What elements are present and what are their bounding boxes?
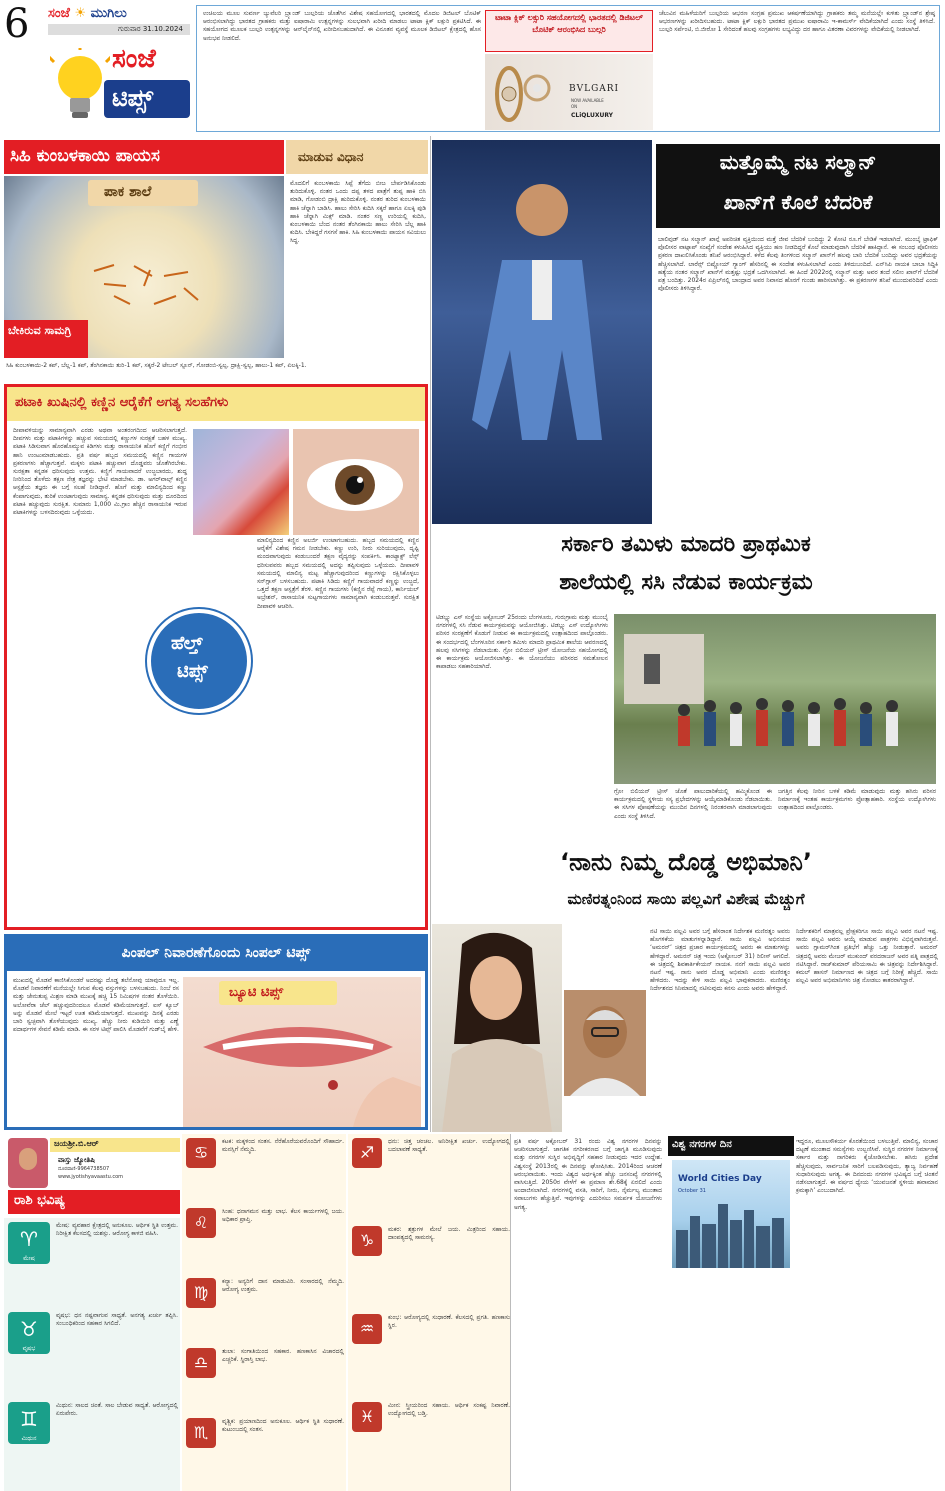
- bvlgari-ad: [485, 54, 653, 130]
- zodiac-symbol: ♑: [359, 1231, 375, 1250]
- mani-ratnam-photo: [564, 990, 646, 1096]
- pimple-section: [4, 934, 428, 1130]
- eye-care-col2-body: ಮಾಲಿನ್ಯದಿಂದ ಕಣ್ಣಿನ ಅಲರ್ಜಿ ಉಂಟಾಗಬಹುದು. ಹಬ್ಬದ ಸಮಯದಲ್ಲಿ ಕಣ್ಣಿನ ಆರೈಕೆಗೆ ವಿಶೇಷ ಗಮನ ನೀಡಬೇಕು. ಕಣ್ಣು ಉರಿ, ನೀರು ಸುರಿಯುವುದು, ದೃಷ್ಟಿ ಮಂದವಾಗುವುದು ಕಂಡುಬಂದರೆ ತಕ್ಷಣ ವೈದ್ಯರನ್ನು ಸಂಪರ್ಕಿಸಿ. ಕಾಂಟ್ಯಾಕ್ಟ್ ಲೆನ್ಸ್ ಧರಿಸುವವರು ಹಬ್ಬದ ಸಮಯದಲ್ಲಿ ಅದನ್ನು ತಪ್ಪಿಸುವುದು ಒಳ್ಳೆಯದು. ದೀಪಾವಳಿ ಸಮಯದಲ್ಲಿ ಮಾಲಿನ್ಯ ಮಟ್ಟ ಹೆಚ್ಚಾಗುವುದರಿಂದ ಕಣ್ಣುಗಳನ್ನು ರಕ್ಷಿಸಿಕೊಳ್ಳಲು ಸನ್‌ಗ್ಲಾಸ್ ಬಳಸಬಹುದು. ಪಟಾಕಿ ಸಿಡಿದು ಕಣ್ಣಿಗೆ ಗಾಯವಾದರೆ ಕಣ್ಣನ್ನು ಉಜ್ಜದೆ, ಒತ್ತದೆ ತಕ್ಷಣ ಆಸ್ಪತ್ರೆಗೆ ತೆರಳಿ. ಕಣ್ಣಿನ ಗಾಯಗಳು (ಕಣ್ಣಿನ ರೆಪ್ಪೆ ಗಾಯ), ಕಾರ್ನಿಯಲ್ ಅಬ್ರೇಶನ್, ರಾಸಾಯನಿಕ ಸುಟ್ಟಗಾಯಗಳು ಸಾಮಾನ್ಯವಾಗಿ ಕಂಡುಬರುತ್ತವೆ. ಸುರಕ್ಷಿತ ದೀಪಾವಳಿ ಆಚರಿಸಿ.: [257, 537, 419, 610]
- salman-body: ಬಾಲಿವುಡ್ ನಟ ಸಲ್ಮಾನ್ ಖಾನ್ಗೆ ಅಪರಿಚಿತ ವ್ಯಕ್ತಿಯಿಂದ ಮತ್ತೆ ಜೀವ ಬೆದರಿಕೆ ಬಂದಿದ್ದು 2 ಕೋಟಿ ರೂ.ಗೆ ಬೇಡಿಕೆ ಇಡಲಾಗಿದೆ. ಮುಂಬೈ ಟ್ರಾಫಿಕ್ ಪೊಲೀಸರ ವಾಟ್ಸಾಪ್ ಸಂಖ್ಯೆಗೆ ಸಂದೇಶ ಕಳುಹಿಸಿದ ವ್ಯಕ್ತಿಯು ಹಣ ನೀಡದಿದ್ದರೆ ಕೊಲೆ ಮಾಡುವುದಾಗಿ ಬೆದರಿಕೆ ಹಾಕಿದ್ದಾನೆ. ಈ ಸಂಬಂಧ ಪೊಲೀಸರು ಪ್ರಕರಣ ದಾಖಲಿಸಿಕೊಂಡು ತನಿಖೆ ಆರಂಭಿಸಿದ್ದಾರೆ. ಕಳೆದ ಕೆಲವು ತಿಂಗಳಿಂದ ಸಲ್ಮಾನ್ ಖಾನ್‌ಗೆ ಹಲವು ಬಾರಿ ಬೆದರಿಕೆ ಬಂದಿದ್ದು ಅವರ ಭದ್ರತೆಯನ್ನು ಹೆಚ್ಚಿಸಲಾಗಿದೆ. ಲಾರೆನ್ಸ್ ಬಿಷ್ಣೋಯ್ ಗ್ಯಾಂಗ್ ಹೆಸರಿನಲ್ಲಿ ಈ ಸಂದೇಶ ಕಳುಹಿಸಲಾಗಿದೆ ಎಂದು ತಿಳಿದುಬಂದಿದೆ. ಎನ್‌ಸಿಪಿ ನಾಯಕ ಬಾಬಾ ಸಿದ್ದಿಕಿ ಹತ್ಯೆಯ ನಂತರ ಸಲ್ಮಾನ್ ಖಾನ್‌ಗೆ ಮತ್ತಷ್ಟು ಭದ್ರತೆ ಒದಗಿಸಲಾಗಿದೆ. ಈ ಹಿಂದೆ 2022ರಲ್ಲಿ ಸಲ್ಮಾನ್ ಮತ್ತು ಅವರ ತಂದೆ ಸಲೀಂ ಖಾನ್‌ಗೆ ಬೆದರಿಕೆ ಪತ್ರ ಬಂದಿತ್ತು. 2024ರ ಏಪ್ರಿಲ್‌ನಲ್ಲಿ ಬಾಂದ್ರಾದ ಅವರ ನಿವಾಸದ ಹೊರಗೆ ಗುಂಡು ಹಾರಿಸಲಾಗಿತ್ತು. ಈ ಪ್ರಕರಣಗಳ ತನಿಖೆ ಮುಂದುವರಿದಿದೆ ಎಂದು ಪೊಲೀಸರು ತಿಳಿಸಿದ್ದಾರೆ.: [658, 236, 938, 293]
- salman-headline-1: ಮತ್ತೊಮ್ಮೆ ನಟ ಸಲ್ಮಾನ್: [719, 150, 877, 174]
- eye-image: [293, 429, 419, 535]
- school-section: [432, 526, 940, 838]
- eye-care-col1-body: ದೀಪಾವಳಿಯನ್ನು ಸಾಮಾನ್ಯವಾಗಿ ಎರಡು ಅಥವಾ ಅಂತರಂಗದಿಂದ ಆಚರಿಸಲಾಗುತ್ತದೆ. ದೀಪಗಳು ಮತ್ತು ಪಟಾಕಿಗಳನ್ನು ಹಚ್ಚುವ ಸಮಯದಲ್ಲಿ ಕಣ್ಣುಗಳ ಸುರಕ್ಷತೆ ಬಹಳ ಮುಖ್ಯ. ಪಟಾಕಿ ಸಿಡಿಸುವಾಗ ಹೊರಹೊಮ್ಮುವ ಕಿಡಿಗಳು ಮತ್ತು ರಾಸಾಯನಿಕ ಹೊಗೆ ಕಣ್ಣಿಗೆ ಗಂಭೀರ ಹಾನಿ ಉಂಟುಮಾಡಬಹುದು. ಪ್ರತಿ ವರ್ಷ ಹಬ್ಬದ ಸಮಯದಲ್ಲಿ ಕಣ್ಣಿನ ಗಾಯಗಳ ಪ್ರಕರಣಗಳು ಹೆಚ್ಚಾಗುತ್ತವೆ. ಮಕ್ಕಳು ಪಟಾಕಿ ಹಚ್ಚುವಾಗ ದೊಡ್ಡವರು ಜೊತೆಗಿರಬೇಕು. ಸುರಕ್ಷತಾ ಕನ್ನಡಕ ಧರಿಸುವುದು ಉತ್ತಮ. ಕಣ್ಣಿಗೆ ಗಾಯವಾದರೆ ಉಜ್ಜಬಾರದು, ಶುದ್ಧ ನೀರಿನಿಂದ ತೊಳೆದು ತಕ್ಷಣ ನೇತ್ರ ತಜ್ಞರನ್ನು ಭೇಟಿ ಮಾಡಬೇಕು. ಡಾ. ಅಗರ್‌ವಾಲ್ಸ್ ಕಣ್ಣಿನ ಆಸ್ಪತ್ರೆಯ ತಜ್ಞರು ಈ ಬಗ್ಗೆ ಸಲಹೆ ನೀಡಿದ್ದಾರೆ. ಹೊಗೆ ಮತ್ತು ಮಾಲಿನ್ಯದಿಂದ ಕಣ್ಣು ಕೆಂಪಾಗುವುದು, ತುರಿಕೆ ಉಂಟಾಗುವುದು ಸಾಮಾನ್ಯ. ಕನ್ನಡಕ ಧರಿಸುವುದು ಮತ್ತು ದೂರದಿಂದ ಪಟಾಕಿ ಹಚ್ಚುವುದು ಸುರಕ್ಷಿತ. ಸುಮಾರು 1,000 ಮಿ.ಗ್ರಾಂ ಹೆಚ್ಚಿನ ರಾಸಾಯನಿಕ ಇರುವ ಪಟಾಕಿಗಳನ್ನು ಬಳಸದಿರುವುದು ಒಳ್ಳೆಯದು.: [13, 427, 187, 517]
- cities-day-section: [512, 1134, 940, 1491]
- zodiac-symbol: ♐: [359, 1143, 375, 1162]
- astrologer-avatar: [8, 1138, 48, 1188]
- school-headline-2: ಶಾಲೆಯಲ್ಲಿ ಸಸಿ ನೆಡುವ ಕಾರ್ಯಕ್ರಮ: [559, 570, 813, 595]
- cities-body-1: ಪ್ರತಿ ವರ್ಷ ಅಕ್ಟೋಬರ್ 31 ರಂದು ವಿಶ್ವ ನಗರಗಳ ದಿನವನ್ನು ಆಚರಿಸಲಾಗುತ್ತದೆ. ಜಾಗತಿಕ ನಗರೀಕರಣದ ಬಗ್ಗೆ ಜಾಗೃತಿ ಮೂಡಿಸುವುದು ಮತ್ತು ನಗರಗಳ ಸುಸ್ಥಿರ ಅಭಿವೃದ್ಧಿಗೆ ಸಹಕಾರ ನೀಡುವುದು ಇದರ ಉದ್ದೇಶ. ವಿಶ್ವಸಂಸ್ಥೆ 2013ರಲ್ಲಿ ಈ ದಿನವನ್ನು ಘೋಷಿಸಿತು. 2014ರಿಂದ ಆಚರಣೆ ಆರಂಭವಾಯಿತು. ಇಂದು ವಿಶ್ವದ ಅರ್ಧಕ್ಕಿಂತ ಹೆಚ್ಚು ಜನಸಂಖ್ಯೆ ನಗರಗಳಲ್ಲಿ ವಾಸಿಸುತ್ತಿದೆ. 2050ರ ವೇಳೆಗೆ ಈ ಪ್ರಮಾಣ ಶೇ.68ಕ್ಕೆ ಏರಲಿದೆ ಎಂದು ಅಂದಾಜಿಸಲಾಗಿದೆ. ನಗರಗಳಲ್ಲಿ ವಸತಿ, ಸಾರಿಗೆ, ನೀರು, ನೈರ್ಮಲ್ಯ ಮುಂತಾದ ಸವಾಲುಗಳು ಹೆಚ್ಚುತ್ತಿವೆ. ಇವುಗಳನ್ನು ಎದುರಿಸಲು ಸಮರ್ಪಕ ಯೋಜನೆಗಳು ಅಗತ್ಯ.: [514, 1138, 662, 1211]
- bulb-icon: [50, 48, 110, 128]
- zodiac-text: ಕಟಕ: ಮಕ್ಕಳಿಂದ ಸಂತಸ. ನೆರೆಹೊರೆಯವರೊಂದಿಗೆ ಸೌಹಾರ್ದ. ಮನಸ್ಸಿಗೆ ನೆಮ್ಮದಿ.: [222, 1138, 344, 1154]
- group-people: [614, 614, 936, 784]
- zodiac-5-icon: [186, 1278, 216, 1308]
- astrologer-name: ಜಯಶ್ರೀ.ಬಿ.ಆರ್: [54, 1139, 99, 1148]
- kitchen-label: ಪಾಕ ಶಾಲೆ: [104, 184, 152, 200]
- paper-name: [48, 6, 127, 21]
- section-title-1: ಸಂಜೆ: [112, 44, 156, 74]
- payasa-section: [4, 140, 428, 382]
- astrologer-title: ವಾಸ್ತು ಜ್ಯೋತಿಷಿ: [58, 1156, 95, 1164]
- sai-pallavi-section: [432, 840, 940, 1132]
- zodiac-symbol: ♏: [193, 1423, 209, 1442]
- top-story-headline: ಟಾಟಾ ಕ್ಲಿಕ್ ಲಕ್ಸುರಿ ಸಹಯೋಗದಲ್ಲಿ ಭಾರತದಲ್ಲಿ ಡಿಜಿಟಲ್ ಬೊಟಿಕ್ ಆರಂಭಿಸಿದ ಬುಲ್ಗರಿ: [495, 13, 643, 34]
- zodiac-text: ಮಕರ: ಶತ್ರುಗಳ ಮೇಲೆ ಜಯ. ಮಿತ್ರರಿಂದ ಸಹಾಯ. ದಾಂಪತ್ಯದಲ್ಲಿ ಸಾಮರಸ್ಯ.: [388, 1226, 510, 1242]
- zodiac-symbol: ♍: [193, 1283, 209, 1302]
- zodiac-text: ಸಿಂಹ: ಧನಾಗಮನ ಮತ್ತು ಲಾಭ. ಕೆಲಸ ಕಾರ್ಯಗಳಲ್ಲಿ ಜಯ. ಅಧಿಕಾರ ಪ್ರಾಪ್ತಿ.: [222, 1208, 344, 1224]
- top-story-left-body: ಉಚಿಲಯ ಮೂಲ ಸುವರ್ಣ ಜ್ಯುವೆಲರಿ ಬ್ರ್ಯಾಂಡ್ ಬುಲ್ಗರಿಯ ಜೊತೆಗಿನ ವಿಶೇಷ ಸಹಯೋಗದಲ್ಲಿ ಭಾರತದಲ್ಲಿ ಮೊದಲ ಡಿಜಿಟಲ್ ಬೊಟಿಕ್ ಆರಂಭಿಸಲಾಗಿದ್ದು ಭಾರತದ ಗ್ರಾಹಕರು ಮತ್ತು ಐಷಾರಾಮಿ ಉತ್ಪನ್ನಗಳನ್ನು ಸುಲಭವಾಗಿ ಖರೀದಿ ಮಾಡಲು ಟಾಟಾ ಕ್ಲಿಕ್ ಲಕ್ಸುರಿ ಪ್ರಕಟಿಸಿದೆ. ಈ ಸಹಯೋಗದ ಮೂಲಕ ಬುಲ್ಗರಿ ಉತ್ಪನ್ನಗಳನ್ನು ಆನ್‌ಲೈನ್‌ನಲ್ಲಿ ಖರೀದಿಸಬಹುದಾಗಿದೆ. ಈ ವಿನೂತನ ವ್ಯವಸ್ಥೆ ಮೂಲಕ ಡಿಜಿಟಲ್ ಕ್ಷೇತ್ರದಲ್ಲಿ ಹೊಸ ಅನುಭವ ನೀಡಲಿದೆ.: [203, 10, 481, 42]
- zodiac-4-icon: [186, 1208, 216, 1238]
- zodiac-6-icon: [186, 1348, 216, 1378]
- zodiac-1-icon: [8, 1312, 50, 1354]
- poster-title: World Cities Day: [678, 1174, 762, 1184]
- cities-body-2: ಇದ್ದರೂ, ಮೂಲಸೌಕರ್ಯ ಕೊರತೆಯಿಂದ ಬಳಲುತ್ತಿವೆ. ಮಾಲಿನ್ಯ, ಸಂಚಾರ ದಟ್ಟಣೆ ಮುಂತಾದ ಸಮಸ್ಯೆಗಳು ಉಲ್ಬಣಿಸಿವೆ. ಸುಸ್ಥಿರ ನಗರಗಳ ನಿರ್ಮಾಣಕ್ಕೆ ಸರ್ಕಾರ ಮತ್ತು ನಾಗರಿಕರು ಕೈಜೋಡಿಸಬೇಕು. ಹಸಿರು ಪ್ರದೇಶ ಹೆಚ್ಚಿಸುವುದು, ಸಾರ್ವಜನಿಕ ಸಾರಿಗೆ ಬಲಪಡಿಸುವುದು, ತ್ಯಾಜ್ಯ ನಿರ್ವಹಣೆ ಸುಧಾರಿಸುವುದು ಅಗತ್ಯ. ಈ ದಿನದಂದು ನಗರಗಳ ಭವಿಷ್ಯದ ಬಗ್ಗೆ ಚಿಂತನೆ ನಡೆಸಲಾಗುತ್ತದೆ. ಈ ವರ್ಷದ ಧ್ಯೇಯ ‘ಯುವಜನತೆ ಸ್ಥಳೀಯ ಹವಾಮಾನ ಕ್ರಮಕ್ಕಾಗಿ’ ಎಂಬುದಾಗಿದೆ.: [796, 1138, 938, 1195]
- masthead: [0, 0, 195, 132]
- page-number: 6: [4, 1, 30, 47]
- zodiac-9-icon: [352, 1226, 382, 1256]
- salman-photo: [432, 140, 652, 524]
- pimple-body: ಮುಖದಲ್ಲಿ ಮೊಡವೆ ಕಾಣಿಸಿಕೊಂಡರೆ ಅದರಷ್ಟು ದೊಡ್ಡ ತಲೆನೋವು ಯಾವುದೂ ಇಲ್ಲ. ಮೊಡವೆ ನಿವಾರಣೆಗೆ ಮನೆಯಲ್ಲೇ ಸಿಗುವ ಕೆಲವು ವಸ್ತುಗಳನ್ನು ಬಳಸಬಹುದು. ನಿಂಬೆ ರಸ ಮತ್ತು ಜೇನುತುಪ್ಪ ಮಿಶ್ರಣ ಮಾಡಿ ಮುಖಕ್ಕೆ ಹಚ್ಚಿ 15 ನಿಮಿಷಗಳ ನಂತರ ತೊಳೆಯಿರಿ. ಅಲೋವೆರಾ ಜೆಲ್ ಹಚ್ಚುವುದರಿಂದಲೂ ಮೊಡವೆ ಕಡಿಮೆಯಾಗುತ್ತದೆ. ಐಸ್ ಕ್ಯೂಬ್ ಅನ್ನು ಮೊಡವೆ ಮೇಲೆ ಇಟ್ಟರೆ ಊತ ಕಡಿಮೆಯಾಗುತ್ತದೆ. ಮುಖವನ್ನು ದಿನಕ್ಕೆ ಎರಡು ಬಾರಿ ಸ್ವಚ್ಛವಾಗಿ ತೊಳೆಯುವುದು ಮುಖ್ಯ. ಹೆಚ್ಚು ನೀರು ಕುಡಿಯಿರಿ ಮತ್ತು ಎಣ್ಣೆ ಪದಾರ್ಥಗಳ ಸೇವನೆ ಕಡಿಮೆ ಮಾಡಿ. ಈ ಸರಳ ಟಿಪ್ಸ್ ಪಾಲಿಸಿ ಮೊಡವೆಗೆ ಗುಡ್‌ಬೈ ಹೇಳಿ.: [13, 977, 179, 1034]
- zodiac-11-icon: [352, 1402, 382, 1432]
- fireworks-photo: [193, 429, 289, 535]
- paper-name-part-2: ಮುಗಿಲು: [90, 6, 127, 21]
- paper-name-part-1: ಸಂಜೆ: [48, 6, 70, 21]
- top-story-box: [196, 5, 940, 132]
- zodiac-text: ಮೀನ: ಸ್ತ್ರೀಯರಿಂದ ಸಹಾಯ. ಆರ್ಥಿಕ ಸಂಕಷ್ಟ ನಿವಾರಣೆ. ಉದ್ಯೋಗದಲ್ಲಿ ಬಡ್ತಿ.: [388, 1402, 510, 1418]
- column-rule: [510, 1134, 511, 1491]
- zodiac-text: ಧನು: ಚಿತ್ತ ಚಂಚಲ. ಅನಿರೀಕ್ಷಿತ ಖರ್ಚು. ಉದ್ಯೋಗದಲ್ಲಿ ಬದಲಾವಣೆ ಸಾಧ್ಯತೆ.: [388, 1138, 510, 1154]
- astrologer-web: www.jyotishyavaastu.com: [58, 1174, 124, 1180]
- sai-col1-body: ನಟಿ ಸಾಯಿ ಪಲ್ಲವಿ ಅವರ ಬಗ್ಗೆ ಹೆಸರಾಂತ ನಿರ್ದೇಶಕ ಮಣಿರತ್ನಂ ಅವರು ಹೊಗಳಿಕೆಯ ಮಾತುಗಳನ್ನಾಡಿದ್ದಾರೆ. ಸಾಯಿ ಪಲ್ಲವಿ ಅಭಿನಯದ ‘ಅಮರನ್’ ಚಿತ್ರದ ಪ್ರಚಾರ ಕಾರ್ಯಕ್ರಮದಲ್ಲಿ ಅವರು ಈ ಮಾತುಗಳನ್ನು ಹೇಳಿದ್ದಾರೆ. ಅಮರನ್ ಚಿತ್ರ ಇಂದು (ಅಕ್ಟೋಬರ್ 31) ರಿಲೀಸ್ ಆಗಲಿದೆ. ಈ ಚಿತ್ರದಲ್ಲಿ ಶಿವಕಾರ್ತಿಕೇಯನ್ ನಾಯಕ. ನನಗೆ ಸಾಯಿ ಪಲ್ಲವಿ ಅವರ ನಟನೆ ಇಷ್ಟ. ನಾನು ಅವರ ದೊಡ್ಡ ಅಭಿಮಾನಿ ಎಂದು ಮಣಿರತ್ನಂ ಹೇಳಿದರು. ಇದನ್ನು ಕೇಳಿ ಸಾಯಿ ಪಲ್ಲವಿ ಭಾವುಕರಾದರು. ಮಣಿರತ್ನಂ ನಿರ್ದೇಶನದ ಸಿನಿಮಾದಲ್ಲಿ ನಟಿಸುವುದು ಕನಸು ಎಂದು ಅವರು ಹೇಳಿದ್ದಾರೆ.: [650, 928, 790, 993]
- pimple-headline: ಪಿಂಪಲ್ ನಿವಾರಣೆಗೊಂದು ಸಿಂಪಲ್ ಟಿಪ್ಸ್: [121, 945, 311, 961]
- zodiac-7-icon: [186, 1418, 216, 1448]
- zodiac-10-icon: [352, 1314, 382, 1344]
- section-title-2: ಟಿಪ್ಸ್: [112, 84, 154, 112]
- zodiac-text: ಮೇಷ: ವ್ಯವಹಾರ ಕ್ಷೇತ್ರದಲ್ಲಿ ಅನುಕೂಲ. ಆರ್ಥಿಕ ಸ್ಥಿತಿ ಉತ್ತಮ. ನಿರೀಕ್ಷಿತ ಕೆಲಸದಲ್ಲಿ ಯಶಸ್ಸು. ಆರೋಗ್ಯ ಕಾಳಜಿ ವಹಿಸಿ.: [56, 1222, 178, 1238]
- zodiac-0-icon: [8, 1222, 50, 1264]
- zodiac-text: ವೃಷಭ: ಧನ ನಷ್ಟವಾಗುವ ಸಾಧ್ಯತೆ. ಅನಗತ್ಯ ಖರ್ಚು ತಪ್ಪಿಸಿ. ಸಂಬಂಧಿಕರಿಂದ ಸಹಕಾರ ಸಿಗಲಿದೆ.: [56, 1312, 178, 1328]
- director-figure: [564, 990, 646, 1096]
- zodiac-symbol: ♋: [193, 1143, 209, 1162]
- school-col2-body: ಗ್ರೋ ಬಿಲಿಯನ್ ಟ್ರೀಸ್ ಜೊತೆ ಪಾಲುದಾರಿಕೆಯಲ್ಲಿ ಹಮ್ಮಿಕೊಂಡ ಈ ಕಾರ್ಯಕ್ರಮದಲ್ಲಿ ಸ್ಥಳೀಯ ಸಸ್ಯ ಪ್ರಭೇದಗಳನ್ನು ಆಯ್ಕೆಮಾಡಿಕೊಂಡು ನೆಡಲಾಯಿತು. ಈ ಸಸಿಗಳ ಪೋಷಣೆಯನ್ನು ಮುಂದಿನ ದಿನಗಳಲ್ಲಿ ನಿರಂತರವಾಗಿ ಮಾಡಲಾಗುವುದು ಎಂದು ಸಂಸ್ಥೆ ತಿಳಿಸಿದೆ.: [614, 788, 772, 820]
- avatar-face: [19, 1148, 37, 1170]
- school-col1-body: ಟಿಡಬ್ಲ್ಯು ಎಸ್ ಸಂಸ್ಥೆಯ ಅಕ್ಟೋಬರ್ 25ರಂದು ಬೆಂಗಳೂರು, ಗುರುಗ್ರಾಮ ಮತ್ತು ಮುಂಬೈ ನಗರಗಳಲ್ಲಿ ಸಸಿ ನೆಡುವ ಕಾರ್ಯಕ್ರಮವನ್ನು ಆಯೋಜಿಸಿತ್ತು. ಟಿಡಬ್ಲ್ಯು ಎಸ್ ಉದ್ಯೋಗಿಗಳು ಪರಿಸರ ಸಂರಕ್ಷಣೆಗೆ ಕೊಡುಗೆ ನೀಡುವ ಈ ಕಾರ್ಯಕ್ರಮದಲ್ಲಿ ಉತ್ಸಾಹದಿಂದ ಪಾಲ್ಗೊಂಡರು. ಈ ಸಂದರ್ಭದಲ್ಲಿ ಬೆಂಗಳೂರಿನ ಸರ್ಕಾರಿ ತಮಿಳು ಮಾದರಿ ಪ್ರಾಥಮಿಕ ಶಾಲೆಯ ಆವರಣದಲ್ಲಿ ಹಲವು ಸಸಿಗಳನ್ನು ನೆಡಲಾಯಿತು. ಗ್ರೋ ಬಿಲಿಯನ್ ಟ್ರೀಸ್ ಯೋಜನೆಯ ಸಹಯೋಗದಲ್ಲಿ ಈ ಕಾರ್ಯಕ್ರಮ ಆಯೋಜಿಸಲಾಗಿತ್ತು. ಈ ಯೋಜನೆಯು ಪರಿಸರದ ಸಮತೋಲನ ಕಾಪಾಡಲು ಸಹಕಾರಿಯಾಗಿದೆ.: [436, 614, 608, 671]
- ad-line-1: NOW AVAILABLE: [571, 98, 604, 103]
- cities-title: ವಿಶ್ವ ನಗರಗಳ ದಿನ: [672, 1139, 732, 1150]
- ingredients-label: ಬೇಕಿರುವ ಸಾಮಗ್ರಿ: [8, 324, 72, 337]
- top-story-right-body: ಚೆಲುವಿನ ಮಹಿಳೆಯರಿಗೆ ಬುಲ್ಗರಿಯ ಆಭರಣ ಸಂಗ್ರಹ ಪ್ರಮುಖ ಆಕರ್ಷಣೆಯಾಗಿದ್ದು ಗ್ರಾಹಕರು ತಮ್ಮ ಮನೆಯಲ್ಲೇ ಕುಳಿತು ಬ್ರ್ಯಾಂಡ್‌ನ ಶ್ರೇಷ್ಠ ಆಭರಣಗಳನ್ನು ಖರೀದಿಸಬಹುದು. ಟಾಟಾ ಕ್ಲಿಕ್ ಲಕ್ಸುರಿ ಭಾರತದ ಪ್ರಮುಖ ಐಷಾರಾಮಿ ಇ-ಕಾಮರ್ಸ್ ವೇದಿಕೆಯಾಗಿದೆ ಎಂದು ಸಂಸ್ಥೆ ತಿಳಿಸಿದೆ. ಬುಲ್ಗರಿ ಸರ್ಪೆಂಟಿ, ಬಿ.ಜೀರೋ 1 ಸೇರಿದಂತೆ ಹಲವು ಸಂಗ್ರಹಗಳು ಲಭ್ಯವಿದ್ದು ದರ ಹಾಗೂ ವಿತರಣಾ ವಿವರಗಳನ್ನು ವೇದಿಕೆಯಲ್ಲಿ ನೀಡಲಾಗಿದೆ.: [659, 10, 935, 34]
- skyline-image: [672, 1160, 790, 1268]
- health-tips-badge-line-1: ಹೆಲ್ತ್: [171, 633, 203, 654]
- zodiac-symbol: ♒: [359, 1319, 375, 1338]
- zodiac-symbol: ♊: [20, 1407, 38, 1431]
- zodiac-label: ವೃಷಭ: [22, 1345, 36, 1352]
- column-rule: [430, 136, 431, 1132]
- date-text: ಗುರುವಾರ 31.10.2024: [118, 25, 183, 33]
- zodiac-label: ಮಿಥುನ: [21, 1435, 37, 1442]
- sai-headline-1: ‘ನಾನು ನಿಮ್ಮ ದೊಡ್ಡ ಅಭಿಮಾನಿ’: [560, 848, 812, 876]
- zodiac-symbol: ♌: [193, 1213, 209, 1232]
- salman-section: [432, 140, 940, 524]
- poster-date: October 31: [678, 1188, 706, 1194]
- zodiac-symbol: ♓: [359, 1407, 375, 1426]
- ad-brand: BVLGARI: [569, 84, 620, 94]
- zodiac-text: ತುಲಾ: ಸಂಗಾತಿಯಿಂದ ಸಹಕಾರ. ಹಣಕಾಸಿನ ವಿಚಾರದಲ್ಲಿ ಎಚ್ಚರಿಕೆ. ಸ್ಥಿರಾಸ್ತಿ ಲಾಭ.: [222, 1348, 344, 1364]
- zodiac-symbol: ♎: [193, 1353, 209, 1372]
- zodiac-label: ಮೇಷ: [23, 1255, 35, 1262]
- zodiac-symbol: ♈: [20, 1227, 38, 1251]
- method-body: ಮೊದಲಿಗೆ ಕುಂಬಳಕಾಯಿ ಸಿಪ್ಪೆ ತೆಗೆದು ಬೀಜ ಬೇರ್ಪಡಿಸಿಕೊಂಡು ತುರಿದುಕೊಳ್ಳಿ. ನಂತರ ಒಂದು ದಪ್ಪ ತಳದ ಪಾತ್ರೆಗೆ ತುಪ್ಪ ಹಾಕಿ ಬಿಸಿ ಮಾಡಿ, ಗೋಡಂಬಿ ದ್ರಾಕ್ಷಿ ಹುರಿದುಕೊಳ್ಳಿ. ನಂತರ ತುರಿದ ಕುಂಬಳಕಾಯಿ ಹಾಕಿ ಚೆನ್ನಾಗಿ ಬಾಡಿಸಿ. ಹಾಲು ಸೇರಿಸಿ ಕುದಿಸಿ ಸಕ್ಕರೆ ಹಾಗೂ ಏಲಕ್ಕಿ ಪುಡಿ ಹಾಕಿ ಚೆನ್ನಾಗಿ ಮಿಕ್ಸ್ ಮಾಡಿ. ನಂತರ ಸಣ್ಣ ಉರಿಯಲ್ಲಿ ಕುದಿಸಿ, ಕುಂಬಳಕಾಯಿ ಬೆಂದ ನಂತರ ತೆಂಗಿನಕಾಯಿ ಹಾಲು ಸೇರಿಸಿ ಬೆಲ್ಲ ಹಾಕಿ ಕುದಿಸಿ. ಬೇಕಿದ್ದರೆ ಗಸಗಸೆ ಹಾಕಿ. ಸಿಹಿ ಕುಂಬಳಕಾಯಿ ಪಾಯಸ ಸವಿಯಲು ಸಿದ್ಧ.: [290, 180, 426, 245]
- sun-logo-icon: ☀: [74, 6, 87, 21]
- school-group-photo: [614, 614, 936, 784]
- zodiac-text: ಕುಂಭ: ಆರೋಗ್ಯದಲ್ಲಿ ಸುಧಾರಣೆ. ಕೆಲಸದಲ್ಲಿ ಪ್ರಗತಿ. ಹಣಕಾಸು ಸ್ಥಿರ.: [388, 1314, 510, 1330]
- school-col3-body: ಜಗತ್ತಿನ ಕೆಲವು ನೀರಿನ ಬಳಕೆ ಕಡಿಮೆ ಮಾಡುವುದು ಮತ್ತು ಹಸಿರು ಪರಿಸರ ನಿರ್ಮಾಣಕ್ಕೆ ಇಂತಹ ಕಾರ್ಯಕ್ರಮಗಳು ಪ್ರೋತ್ಸಾಹಕಾರಿ. ಸಂಸ್ಥೆಯ ಉದ್ಯೋಗಿಗಳು ಉತ್ಸಾಹದಿಂದ ಪಾಲ್ಗೊಂಡರು.: [778, 788, 936, 812]
- zodiac-text: ಮಿಥುನ: ಸಾಲದ ಚಿಂತೆ. ಸಾಲ ಬೇಡುವ ಸಾಧ್ಯತೆ. ಆರೋಗ್ಯದಲ್ಲಿ ಏರುಪೇರು.: [56, 1402, 178, 1418]
- rasi-title: ರಾಶಿ ಭವಿಷ್ಯ: [14, 1193, 66, 1208]
- astrology-section: [4, 1134, 510, 1491]
- ad-line-3: CLiQLUXURY: [571, 112, 613, 119]
- health-tips-badge-line-2: ಟಿಪ್ಸ್: [177, 661, 208, 682]
- watch-image: [489, 60, 559, 126]
- actor-figure: [432, 140, 652, 524]
- salman-headline-2: ಖಾನ್‌ಗೆ ಕೊಲೆ ಬೆದರಿಕೆ: [723, 190, 873, 214]
- payasa-headline: ಸಿಹಿ ಕುಂಬಳಕಾಯಿ ಪಾಯಸ: [10, 146, 160, 166]
- school-headline-1: ಸರ್ಕಾರಿ ತಮಿಳು ಮಾದರಿ ಪ್ರಾಥಮಿಕ: [561, 532, 811, 557]
- zodiac-text: ವೃಶ್ಚಿಕ: ಪ್ರಯಾಣದಿಂದ ಅನುಕೂಲ. ಆರ್ಥಿಕ ಸ್ಥಿತಿ ಸುಧಾರಣೆ. ಕುಟುಂಬದಲ್ಲಿ ಸಂತಸ.: [222, 1418, 344, 1434]
- sai-headline-2: ಮಣಿರತ್ನಂನಿಂದ ಸಾಯಿ ಪಲ್ಲವಿಗೆ ವಿಶೇಷ ಮೆಚ್ಚುಗೆ: [567, 890, 805, 908]
- method-title: ಮಾಡುವ ವಿಧಾನ: [298, 150, 364, 164]
- eye-photo: [293, 429, 419, 535]
- actress-figure: [432, 924, 562, 1132]
- ad-line-2: ON: [571, 104, 578, 109]
- eye-care-section: [4, 384, 428, 930]
- zodiac-3-icon: [186, 1138, 216, 1168]
- zodiac-text: ಕನ್ಯಾ: ಅನ್ಯರಿಗೆ ದಾನ ಮಾಡುವಿರಿ. ಸಂಸಾರದಲ್ಲಿ ನೆಮ್ಮದಿ. ಆರೋಗ್ಯ ಉತ್ತಮ.: [222, 1278, 344, 1294]
- zodiac-symbol: ♉: [20, 1317, 38, 1341]
- astrologer-phone: ದೂರವಾಣಿ-9964738507: [58, 1166, 110, 1172]
- ingredients-body: ಸಿಹಿ ಕುಂಬಳಕಾಯಿ-2 ಕಪ್, ಬೆಲ್ಲ-1 ಕಪ್, ತೆಂಗಿನಕಾಯಿ ತುರಿ-1 ಕಪ್, ಸಕ್ಕರೆ-2 ಟೇಬಲ್ ಸ್ಪೂನ್, ಗೋಡಂಬಿ-ಸ್ವಲ್ಪ, ದ್ರಾಕ್ಷಿ-ಸ್ವಲ್ಪ, ಹಾಲು-1 ಕಪ್, ಏಲಕ್ಕಿ-1.: [6, 362, 307, 369]
- beauty-tips-label: ಬ್ಯೂಟಿ ಟಿಪ್ಸ್: [229, 985, 284, 1000]
- zodiac-8-icon: [352, 1138, 382, 1168]
- sai-pallavi-photo: [432, 924, 562, 1132]
- eye-care-headline: ಪಟಾಕಿ ಖುಷಿನಲ್ಲಿ ಕಣ್ಣಿನ ಆರೈಕೆಗೆ ಅಗತ್ಯ ಸಲಹೆಗಳು: [15, 395, 229, 410]
- zodiac-2-icon: [8, 1402, 50, 1444]
- cities-poster: [672, 1160, 790, 1268]
- sai-col2-body: ನಿರ್ದೇಶಕರಿಗೆ ಮಾತ್ರವಲ್ಲ ಪ್ರೇಕ್ಷಕರಿಗೂ ಸಾಯಿ ಪಲ್ಲವಿ ಅವರ ನಟನೆ ಇಷ್ಟ. ಸಾಯಿ ಪಲ್ಲವಿ ಅವರು ಆಯ್ಕೆ ಮಾಡುವ ಪಾತ್ರಗಳು ವಿಭಿನ್ನವಾಗಿರುತ್ತವೆ. ಅವರು ಗ್ಲಾಮರ್‌ಗಿಂತ ಪ್ರತಿಭೆಗೆ ಹೆಚ್ಚು ಒತ್ತು ನೀಡುತ್ತಾರೆ. ಅಮರನ್ ಚಿತ್ರದಲ್ಲಿ ಅವರು ಮೇಜರ್ ಮುಕುಂದ್ ವರದರಾಜನ್ ಅವರ ಪತ್ನಿ ಪಾತ್ರದಲ್ಲಿ ನಟಿಸಿದ್ದಾರೆ. ರಾಜ್‌ಕುಮಾರ್ ಪೆರಿಯಸಾಮಿ ಈ ಚಿತ್ರವನ್ನು ನಿರ್ದೇಶಿಸಿದ್ದಾರೆ. ಕಮಲ್ ಹಾಸನ್ ನಿರ್ಮಾಣದ ಈ ಚಿತ್ರದ ಬಗ್ಗೆ ನಿರೀಕ್ಷೆ ಹೆಚ್ಚಿದೆ. ಸಾಯಿ ಪಲ್ಲವಿ ಅವರ ಅಭಿಮಾನಿಗಳು ಚಿತ್ರ ನೋಡಲು ಕಾತರರಾಗಿದ್ದಾರೆ.: [796, 928, 938, 985]
